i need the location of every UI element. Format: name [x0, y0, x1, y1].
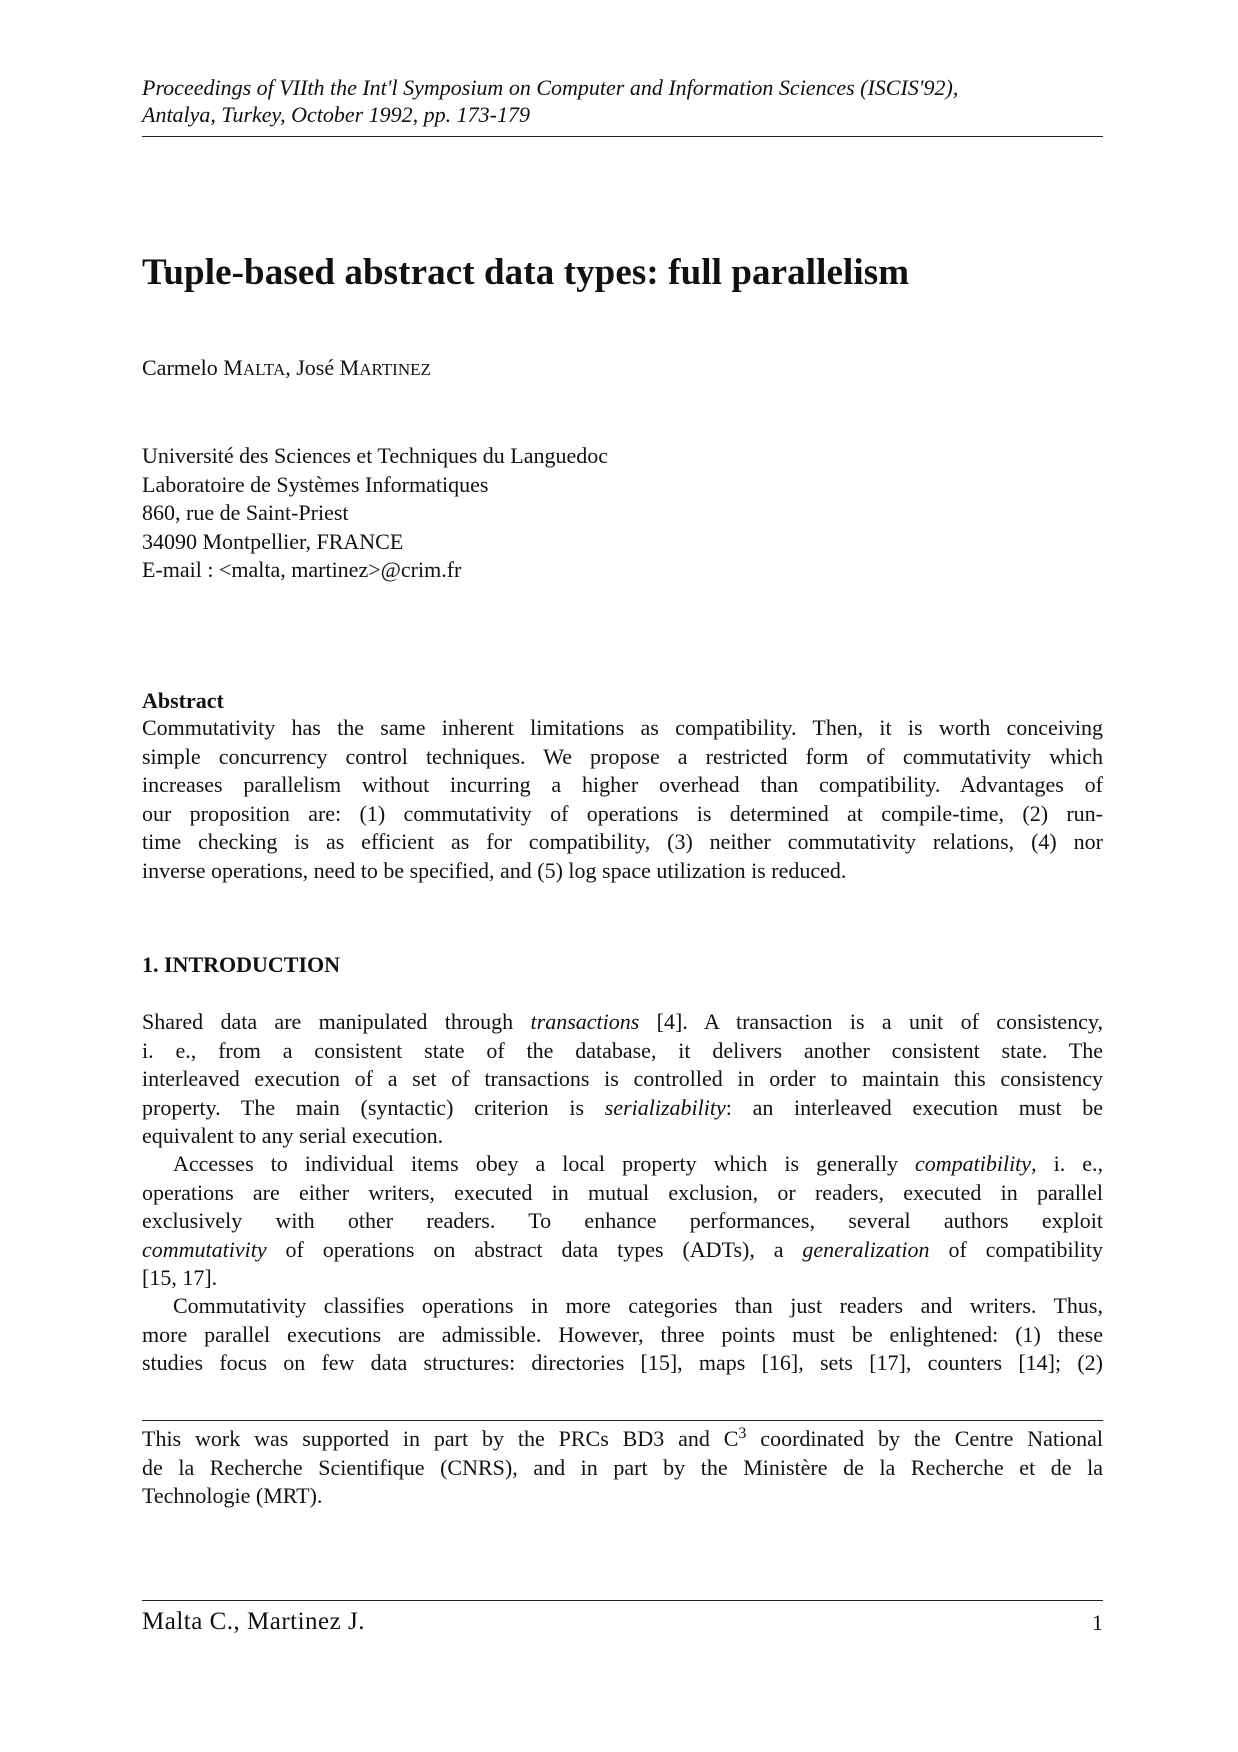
intro-line: Commutativity classifies operations in more categories than just readers and writers. Thus, [173, 1293, 1103, 1318]
footnote-line: This work was supported in part by the PRCs BD3 and $C^3$ coordinated by the Centre National [142, 1425, 1103, 1451]
affiliation-email: E-mail : <malta, martinez>@crim.fr [142, 557, 462, 582]
intro-paragraph-2 [142, 1150, 1103, 1293]
author-1-first: Carmelo M [142, 355, 243, 380]
abstract-line: increases parallelism without incurring a higher overhead than compatibility. Advantages of [142, 772, 1103, 797]
intro-line: [15, 17]. [142, 1265, 218, 1290]
intro-line: more parallel executions are admissible. However, three points must be enlightened: (1) these [142, 1321, 1103, 1347]
term-compatibility: compatibility [914, 1151, 1032, 1176]
intro-line: studies focus on few data structures: directories [15], maps [16], sets [17], counters [14]; (2) [142, 1350, 1103, 1375]
intro-paragraph-3 [142, 1292, 1103, 1378]
author-2-last: ARTINEZ [359, 360, 431, 379]
intro-line: i. e., from a consistent state of the database, it delivers another consistent state. The [142, 1037, 1103, 1063]
intro-line: Accesses to individual items obey a local property which is generally compatibility, i. e., [173, 1151, 1103, 1176]
intro-line: operations are either writers, executed in mutual exclusion, or readers, executed in parallel [142, 1179, 1103, 1205]
intro-line: equivalent to any serial execution. [142, 1123, 444, 1148]
page-number: 1 [1092, 1610, 1103, 1635]
abstract-line: inverse operations, need to be specified, and (5) log space utilization is reduced. [142, 857, 847, 883]
abstract-line: Commutativity has the same inherent limitations as compatibility. Then, it is worth conceiving [142, 715, 1103, 740]
funding-footnote [142, 1425, 1103, 1511]
paper-page [142, 0, 1103, 1752]
superscript-3: 3 [738, 1425, 747, 1442]
abstract-line: time checking is as efficient as for compatibility, (3) neither commutativity relations, (4) nor [142, 829, 1103, 854]
affiliation-lab: Laboratoire de Systèmes Informatiques [142, 471, 489, 497]
footer-rule [142, 1600, 1103, 1601]
author-1-last: ALTA [242, 360, 286, 379]
abstract-line: simple concurrency control techniques. We propose a restricted form of commutativity which [142, 743, 1103, 769]
intro-line: commutativity of operations on abstract data types (ADTs), a generalization of compatibility [142, 1236, 1103, 1262]
running-head-line-2: Antalya, Turkey, October 1992, pp. 173-179 [142, 102, 531, 127]
affiliation-city: 34090 Montpellier, FRANCE [142, 528, 404, 554]
term-generalization: generalization [802, 1236, 930, 1262]
intro-line: exclusively with other readers. To enhance performances, several authors exploit [142, 1208, 1103, 1233]
paper-title: Tuple-based abstract data types: full parallelism [142, 252, 910, 293]
intro-line: property. The main (syntactic) criterion is serializability: an interleaved execution must be [142, 1094, 1104, 1120]
abstract-body [142, 714, 1103, 885]
affiliation-university: Université des Sciences et Techniques du Languedoc [142, 443, 609, 468]
affiliation-street: 860, rue de Saint-Priest [142, 500, 349, 525]
author-list [142, 355, 431, 381]
section-heading-introduction: 1. INTRODUCTION [142, 952, 341, 977]
intro-paragraph-1 [142, 1008, 1103, 1151]
running-head-line-1: Proceedings of VIIth the Int'l Symposium on Computer and Information Sciences (ISCIS'92), [142, 75, 959, 100]
footer-authors: Malta C., Martinez J. [142, 1608, 365, 1635]
footnote-rule [142, 1420, 1103, 1421]
abstract-line: our proposition are: (1) commutativity of operations is determined at compile-time, (2) run- [142, 800, 1103, 826]
intro-line: interleaved execution of a set of transactions is controlled in order to maintain this consistency [142, 1066, 1103, 1091]
abstract-heading: Abstract [142, 688, 224, 713]
term-commutativity: commutativity [142, 1236, 267, 1262]
affiliation-block [142, 442, 608, 585]
running-head [142, 74, 1103, 137]
author-separator: , José M [285, 355, 360, 380]
footnote-line: Technologie (MRT). [142, 1483, 323, 1508]
footnote-line: de la Recherche Scientifique (CNRS), and in part by the Ministère de la Recherche et de la [142, 1454, 1103, 1480]
term-transactions: transactions [530, 1009, 640, 1034]
term-serializability: serializability [604, 1094, 726, 1120]
intro-line: Shared data are manipulated through transactions [4]. A transaction is a unit of consistency, [142, 1009, 1103, 1034]
